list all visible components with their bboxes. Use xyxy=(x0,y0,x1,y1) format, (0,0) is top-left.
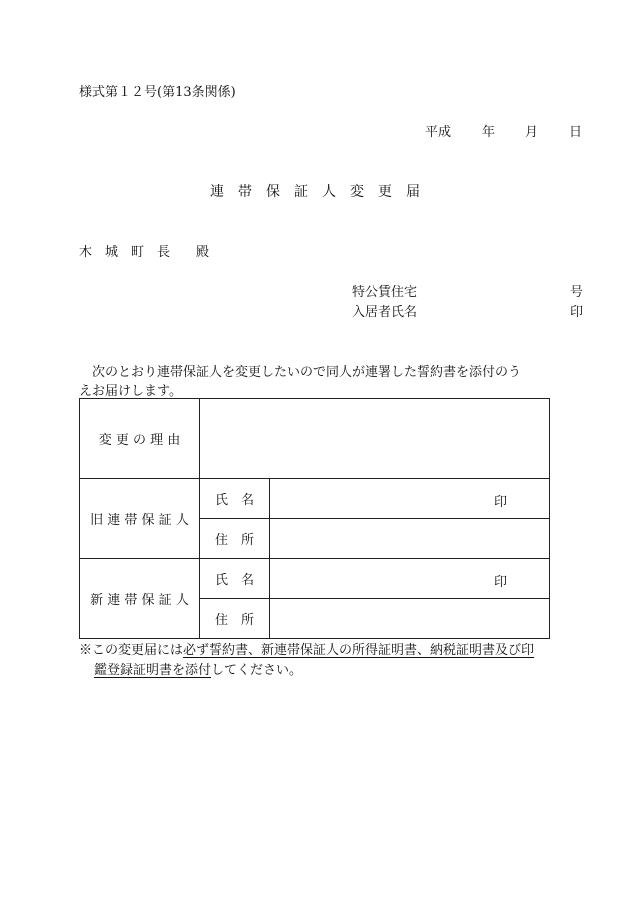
reason-label: 変 更 の 理 由 xyxy=(80,399,200,479)
new-guarantor-seal: 印 xyxy=(494,575,508,590)
housing-label: 特公賃住宅 xyxy=(352,285,418,300)
note-line-2 xyxy=(79,661,589,681)
date-day: 日 xyxy=(569,125,583,140)
attachment-note xyxy=(79,641,589,681)
old-guarantor-address-label: 住 所 xyxy=(200,519,270,559)
note-line-1 xyxy=(79,641,589,661)
document-title: 連 帯 保 証 人 変 更 届 xyxy=(210,184,420,200)
new-guarantor-name-field[interactable] xyxy=(270,559,550,599)
old-guarantor-name-field[interactable] xyxy=(270,479,550,519)
old-guarantor-address-field[interactable] xyxy=(270,519,550,559)
reason-row xyxy=(80,399,550,479)
date-month: 月 xyxy=(525,125,539,140)
guarantor-change-table xyxy=(79,398,550,639)
date-line xyxy=(420,121,585,139)
old-guarantor-name-label: 氏 名 xyxy=(200,479,270,519)
tenant-name-label: 入居者氏名 xyxy=(352,305,418,320)
new-guarantor-name-row xyxy=(80,559,550,599)
note-suffix: してください。 xyxy=(211,663,303,678)
old-guarantor-seal: 印 xyxy=(494,495,508,510)
new-guarantor-name-label: 氏 名 xyxy=(200,559,270,599)
old-guarantor-label: 旧 連 帯 保 証 人 xyxy=(80,479,200,559)
body-text-line-2: えお届けします。 xyxy=(79,384,182,399)
note-underlined-1: 必ず誓約書、新連帯保証人の所得証明書、納税証明書及び印 xyxy=(183,643,535,658)
tenant-seal: 印 xyxy=(570,305,584,320)
old-guarantor-name-row xyxy=(80,479,550,519)
date-era: 平成 xyxy=(425,125,452,140)
addressee: 木 城 町 長 殿 xyxy=(79,245,210,260)
form-number: 様式第１２号(第13条関係) xyxy=(79,85,236,100)
date-year: 年 xyxy=(482,125,496,140)
reason-field[interactable] xyxy=(200,399,550,479)
housing-suffix: 号 xyxy=(570,285,584,300)
note-prefix: ※この変更届には xyxy=(79,643,184,658)
new-guarantor-label: 新 連 帯 保 証 人 xyxy=(80,559,200,639)
body-text-line-1: 次のとおり連帯保証人を変更したいので同人が連署した誓約書を添付のう xyxy=(79,365,522,380)
new-guarantor-address-label: 住 所 xyxy=(200,599,270,639)
new-guarantor-address-field[interactable] xyxy=(270,599,550,639)
note-underlined-2: 鑑登録証明書を添付 xyxy=(94,663,212,678)
